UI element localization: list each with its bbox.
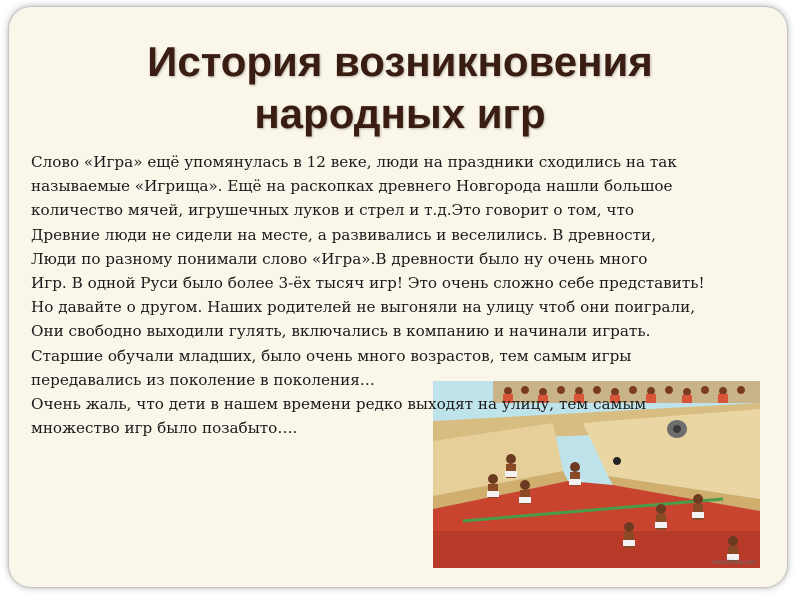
body-text [31,150,776,440]
body-line: называемые «Игрища». Ещё на раскопках древнего Новгорода нашли большое [31,177,673,196]
body-line: множество игр было позабыто…. [31,419,298,438]
body-line: передавались из поколение в поколения… [31,370,375,389]
body-line: Они свободно выходили гулять, включались в компанию и начинали играть. [31,322,651,341]
body-line: Но давайте о другом. Наших родителей не выгоняли на улицу чтоб они поиграли, [31,298,696,317]
body-line: Игр. В одной Руси было более 3-ёх тысяч игр! Это очень сложно себе представить! [31,274,705,293]
title-line-1: История возникновения [147,38,653,85]
body-line: Старшие обучали младших, было очень много возрастов, тем самым игры [31,346,632,365]
title-line-2: народных игр [254,90,546,137]
body-line: Слово «Игра» ещё упомянулась в 12 веке, люди на праздники сходились на так [31,153,677,171]
illustration-credit: www.fotolia.com [712,560,756,566]
body-line: Люди по разному понимали слово «Игра».В древности было ну очень много [31,249,648,268]
body-line: количество мячей, игрушечных луков и стрел и т.д.Это говорит о том, что [31,201,634,220]
slide-title [40,36,760,140]
body-line: Древние люди не сидели на месте, а развивались и веселились. В древности, [31,225,656,244]
body-line: Очень жаль, что дети в нашем времени редко выходят на улицу, тем самым [31,395,647,414]
